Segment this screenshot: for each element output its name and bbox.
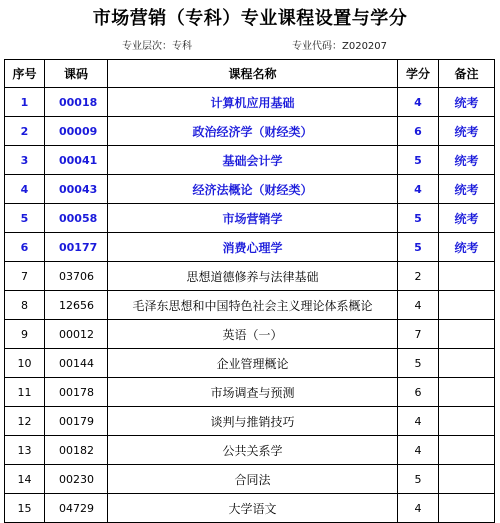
row-name: 英语（一） — [108, 320, 398, 349]
row-exam: 统考 — [439, 175, 495, 204]
row-name: 谈判与推销技巧 — [108, 407, 398, 436]
row-credit: 4 — [398, 291, 439, 320]
header-no: 序号 — [5, 60, 45, 88]
row-code: 00041 — [45, 146, 108, 175]
header-code: 课码 — [45, 60, 108, 88]
course-table — [4, 59, 495, 523]
row-no: 11 — [5, 378, 45, 407]
row-name: 市场营销学 — [108, 204, 398, 233]
table-row — [5, 465, 495, 494]
row-exam: 统考 — [439, 204, 495, 233]
row-name: 政治经济学（财经类） — [108, 117, 398, 146]
row-no: 4 — [5, 175, 45, 204]
row-exam: 统考 — [439, 233, 495, 262]
major-code-label: 专业代码：Z020207 — [292, 41, 388, 52]
row-credit: 6 — [398, 117, 439, 146]
row-exam — [439, 349, 495, 378]
row-no: 12 — [5, 407, 45, 436]
row-credit: 5 — [398, 233, 439, 262]
row-name: 经济法概论（财经类） — [108, 175, 398, 204]
header-credit: 学分 — [398, 60, 439, 88]
row-exam — [439, 436, 495, 465]
row-credit: 5 — [398, 465, 439, 494]
row-name: 基础会计学 — [108, 146, 398, 175]
row-credit: 5 — [398, 349, 439, 378]
header-exam: 备注 — [439, 60, 495, 88]
row-code: 04729 — [45, 494, 108, 523]
row-credit: 4 — [398, 436, 439, 465]
row-exam: 统考 — [439, 88, 495, 117]
row-code: 00009 — [45, 117, 108, 146]
row-credit: 5 — [398, 146, 439, 175]
table-row — [5, 320, 495, 349]
table-row — [5, 436, 495, 465]
row-no: 14 — [5, 465, 45, 494]
row-no: 15 — [5, 494, 45, 523]
row-name: 思想道德修养与法律基础 — [108, 262, 398, 291]
row-code: 00058 — [45, 204, 108, 233]
row-code: 00144 — [45, 349, 108, 378]
row-code: 00179 — [45, 407, 108, 436]
row-name: 企业管理概论 — [108, 349, 398, 378]
table-row — [5, 349, 495, 378]
row-credit: 4 — [398, 175, 439, 204]
row-no: 3 — [5, 146, 45, 175]
row-no: 1 — [5, 88, 45, 117]
row-no: 8 — [5, 291, 45, 320]
row-code: 12656 — [45, 291, 108, 320]
row-exam — [439, 320, 495, 349]
row-name: 毛泽东思想和中国特色社会主义理论体系概论 — [108, 291, 398, 320]
row-name: 消费心理学 — [108, 233, 398, 262]
row-no: 13 — [5, 436, 45, 465]
row-code: 00178 — [45, 378, 108, 407]
row-code: 00043 — [45, 175, 108, 204]
row-code: 03706 — [45, 262, 108, 291]
row-exam — [439, 291, 495, 320]
row-no: 7 — [5, 262, 45, 291]
table-row — [5, 407, 495, 436]
row-code: 00012 — [45, 320, 108, 349]
row-credit: 4 — [398, 494, 439, 523]
table-row — [5, 146, 495, 175]
row-exam — [439, 378, 495, 407]
header-name: 课程名称 — [108, 60, 398, 88]
table-row — [5, 117, 495, 146]
row-exam: 统考 — [439, 117, 495, 146]
row-credit: 2 — [398, 262, 439, 291]
row-credit: 4 — [398, 88, 439, 117]
row-credit: 5 — [398, 204, 439, 233]
row-exam — [439, 465, 495, 494]
table-row — [5, 291, 495, 320]
row-credit: 4 — [398, 407, 439, 436]
row-code: 00182 — [45, 436, 108, 465]
table-row — [5, 262, 495, 291]
row-exam — [439, 494, 495, 523]
row-name: 大学语文 — [108, 494, 398, 523]
table-row — [5, 494, 495, 523]
table-row — [5, 233, 495, 262]
row-code: 00230 — [45, 465, 108, 494]
table-row — [5, 88, 495, 117]
table-row — [5, 175, 495, 204]
row-credit: 6 — [398, 378, 439, 407]
table-row — [5, 204, 495, 233]
table-header-row — [5, 60, 495, 88]
major-level-label: 专业层次：专科 — [122, 41, 192, 52]
row-exam — [439, 262, 495, 291]
row-no: 2 — [5, 117, 45, 146]
row-no: 5 — [5, 204, 45, 233]
row-name: 公共关系学 — [108, 436, 398, 465]
row-no: 9 — [5, 320, 45, 349]
table-row — [5, 378, 495, 407]
page-title: 市场营销（专科）专业课程设置与学分 — [92, 8, 408, 29]
row-name: 市场调查与预测 — [108, 378, 398, 407]
row-exam: 统考 — [439, 146, 495, 175]
row-no: 6 — [5, 233, 45, 262]
row-code: 00018 — [45, 88, 108, 117]
row-no: 10 — [5, 349, 45, 378]
row-name: 合同法 — [108, 465, 398, 494]
row-credit: 7 — [398, 320, 439, 349]
row-exam — [439, 407, 495, 436]
row-code: 00177 — [45, 233, 108, 262]
row-name: 计算机应用基础 — [108, 88, 398, 117]
